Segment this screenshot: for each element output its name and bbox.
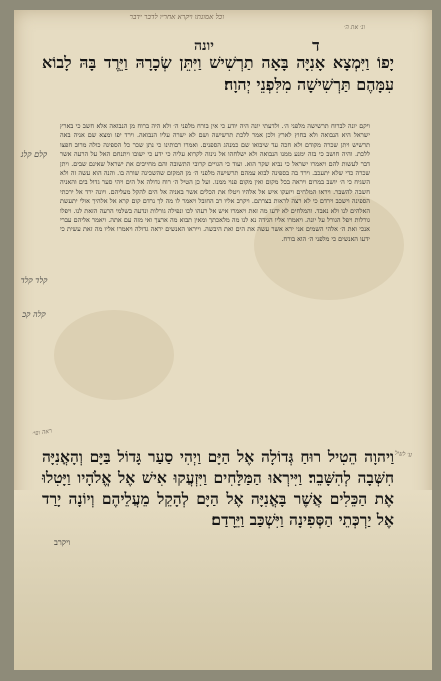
margin-gloss: קלה קכ — [22, 310, 46, 319]
page-number-letter: ד — [312, 36, 320, 55]
running-title: יונה — [194, 38, 214, 54]
margin-scribble-right: ע׳ לעיל — [394, 449, 413, 459]
paper-stain — [54, 310, 174, 400]
handwritten-top-note: וכל אמונתו ויקרא אחריו לדבר ידבר — [129, 13, 224, 21]
commentary-text: ויקם יונה לברוח תרשישה מלפני ה׳. ולדעתי יונה היה יודע כי אין בורח מלפני ה׳ ולא היה ברוח מן הנבואה אלא חשב כי בארץ ישראל היא הנבואה ולא בחוץ לארץ ולכן אמר ללכת תרשישה ושם לא ישרה עליו הנבואה. וירד יפו ומצא שם אניה באה תרשיש ויתן שכרה מקודם ולא חכה עד שיבואו שם כמנהג הספנים. ואמרו רבותינו כי נתן שכר כל הספינה כולה מרוב חפצו ללכת. והיה חושב כי בזה ימנע ממנו הנבואה ולא ישלחהו אל נינוה לקרוא עליה כי ידע כי ישובו ויתנחם האל על הרעה אשר דבר לעשות להם ויאמרו ישראל כי נביא שקר הוא. ועוד כי הגויים קרובי התשובה והם מחייבים את ישראל שאינם שבים. ויתן שכרה כדי שלא יתעכב. וירד בה בספינה לבוא עמהם תרשישה מלפני ה׳ מן המקום שהשכינה שורה בו. והנה הוא עשה זה ולא השגיח כי ה׳ יושב במרום ויראה בכל מקום ואין מקום פנוי ממנו. ועל כן הטיל ה׳ רוח גדולה אל הים ויהי סער גדול בים והאניה חשבה להשבר. ויראו המלחים ויזעקו איש אל אלהיו ויטלו את הכלים אשר באניה אל הים להקל מעליהם. ויונה ירד אל ירכתי הספינה וישכב וירדם כי לא רצה לראות בצרתם. ויקרב אליו רב החובל ויאמר לו מה לך נרדם קום קרא אל אלהיך אולי יתעשת האלהים לנו ולא נאבד. והמלחים לא ידעו מה זאת ויאמרו איש אל רעהו לכו ונפילה גורלות ונדעה בשלמי הרעה הזאת לנו. ויפלו גורלות ויפל הגורל על יונה. ויאמרו אליו הגידה נא לנו מה מלאכתך ומאין תבוא מה ארצך ואי מזה עם אתה. ויאמר אליהם עברי אנכי ואת ה׳ אלהי השמים אני ירא אשר עשה את הים ואת היבשה. וייראו האנשים יראה גדולה ויאמרו אליו מה זאת עשית כי ידעו האנשים כי מלפני ה׳ הוא בורח. — [60, 122, 370, 243]
margin-gloss: קלד קלד — [20, 276, 48, 285]
manuscript-page — [14, 10, 432, 670]
margin-scribble-left: ראה ופי׳ — [31, 427, 53, 438]
handwritten-top-note-right: ונ׳ את ה׳ — [344, 24, 365, 31]
catchword: ויקרב — [54, 538, 71, 547]
margin-gloss: קלם קלג — [20, 150, 48, 159]
scripture-verse-top: יָפוֹ וַיִּמְצָא אָנִיָּה בָּאָה תַרְשִׁישׁ וַיִּתֵּן שְׂכָרָהּ וַיֵּרֶד בָּהּ לָבוֹא עִמָּהֶם תַּרְשִׁישָׁה מִלִּפְנֵי יְהוָה׃ — [42, 53, 394, 94]
scripture-verse-bottom: וַיהוָה הֵטִיל רוּחַ גְּדוֹלָה אֶל הַיָּם וַיְהִי סַעַר גָּדוֹל בַּיָּם וְהָאֳנִיָּה חִשְּׁבָה לְהִשָּׁבֵר׃ וַיִּירְאוּ הַמַּלָּחִים וַיִּזְעֲקוּ אִישׁ אֶל אֱלֹהָיו וַיָּטִלוּ אֶת הַכֵּלִים אֲשֶׁר בָּאֳנִיָּה אֶל הַיָּם לְהָקֵל מֵעֲלֵיהֶם וְיוֹנָה יָרַד אֶל יַרְכְּתֵי הַסְּפִינָה וַיִּשְׁכַּב וַיֵּרָדַם׃ — [42, 447, 394, 529]
